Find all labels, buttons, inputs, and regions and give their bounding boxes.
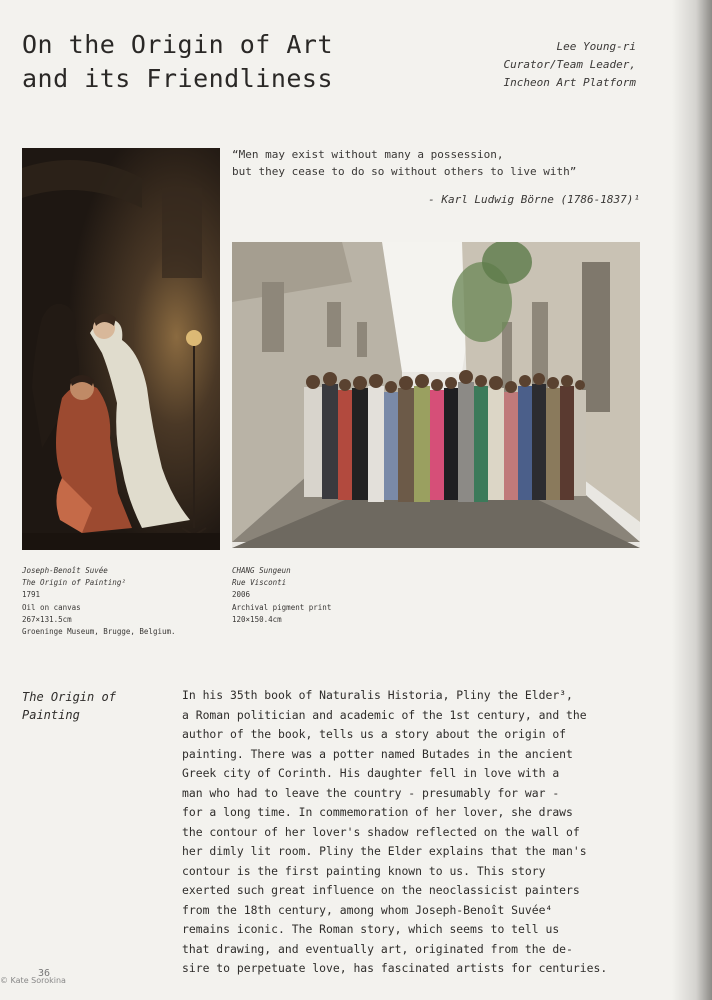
section-heading-line-2: Painting xyxy=(22,708,80,722)
page-title xyxy=(22,28,333,96)
body-line: for a long time. In commemoration of her lover, she draws xyxy=(182,805,573,819)
body-line: painting. There was a potter named Butades in the ancient xyxy=(182,746,573,761)
painting-image xyxy=(22,148,220,550)
page-number: 36 xyxy=(38,968,51,979)
caption-artist: CHANG Sungeun xyxy=(232,566,291,575)
body-line: Greek city of Corinth. His daughter fell in love with a xyxy=(182,766,560,780)
caption-title: The Origin of Painting² xyxy=(22,578,126,588)
body-line: author of the book, tells us a story about the origin of xyxy=(182,727,567,741)
caption-year: 1791 xyxy=(22,590,41,600)
author-role: Curator/Team Leader, xyxy=(503,58,636,71)
body-line: In his 35th book of Naturalis Historia, Pliny the Elder³, xyxy=(182,688,573,702)
epigraph-quote xyxy=(232,146,640,208)
page-edge-shadow xyxy=(672,0,712,1000)
quote-attribution: - Karl Ludwig Börne (1786-1837)¹ xyxy=(428,193,640,206)
body-line: that drawing, and eventually art, originated from the de- xyxy=(182,941,573,956)
body-line: her dimly lit room. Pliny the Elder explains that the man's xyxy=(182,844,587,858)
photograph-image xyxy=(232,242,640,548)
photograph-caption xyxy=(232,565,432,626)
body-line: the contour of her lover's shadow reflected on the wall of xyxy=(182,824,580,839)
caption-medium: Archival pigment print xyxy=(232,602,332,612)
caption-year: 2006 xyxy=(232,590,251,600)
caption-collection: Groeninge Museum, Brugge, Belgium. xyxy=(22,627,176,637)
body-paragraph xyxy=(182,686,642,979)
author-block xyxy=(504,38,636,92)
body-line: remains iconic. The Roman story, which seems to tell us xyxy=(182,922,560,936)
caption-size: 267×131.5cm xyxy=(22,614,72,624)
body-line: a Roman politician and academic of the 1st century, and the xyxy=(182,707,587,722)
body-line: exerted such great influence on the neoclassicist painters xyxy=(182,883,580,897)
body-line: from the 18th century, among whom Joseph-Benoît Suvée⁴ xyxy=(182,902,553,917)
quote-line-2: but they cease to do so without others to live with” xyxy=(232,165,577,178)
caption-medium: Oil on canvas xyxy=(22,602,81,612)
body-line: man who had to leave the country - presumably for war - xyxy=(182,785,560,800)
painting-caption xyxy=(22,565,232,638)
body-line: contour is the first painting known to us. This story xyxy=(182,863,546,878)
section-heading xyxy=(22,688,152,724)
section-heading-line-1: The Origin of xyxy=(22,690,116,704)
title-line-1: On the Origin of Art xyxy=(22,30,334,59)
title-line-2: and its Friendliness xyxy=(22,64,334,93)
caption-artist: Joseph-Benoît Suvée xyxy=(22,566,108,575)
body-line: sire to perpetuate love, has fascinated artists for centuries. xyxy=(182,961,608,975)
quote-line-1: “Men may exist without many a possession, xyxy=(232,148,504,161)
caption-size: 120×150.4cm xyxy=(232,614,282,624)
author-org: Incheon Art Platform xyxy=(503,76,636,89)
author-name: Lee Young-ri xyxy=(556,40,636,53)
watermark-text: © Kate Sorokina xyxy=(0,976,66,985)
caption-title: Rue Visconti xyxy=(232,578,287,588)
